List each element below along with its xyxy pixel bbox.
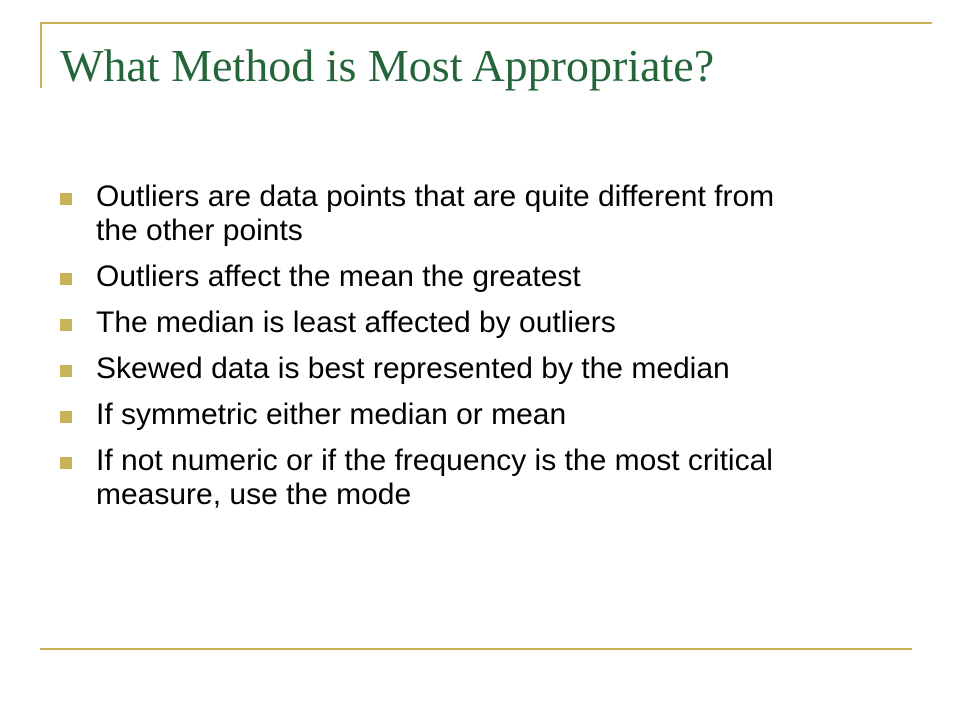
square-bullet-icon — [60, 273, 72, 285]
bullet-text: If symmetric either median or mean — [96, 398, 567, 431]
bullet-text: The median is least affected by outliers — [96, 306, 616, 339]
top-rule — [40, 22, 932, 24]
bullet-item — [60, 180, 820, 248]
square-bullet-icon — [60, 457, 72, 469]
square-bullet-icon — [60, 319, 72, 331]
bullet-item — [60, 444, 820, 512]
bullet-text: Outliers are data points that are quite different from the other points — [96, 180, 775, 247]
square-bullet-icon — [60, 193, 72, 205]
square-bullet-icon — [60, 411, 72, 423]
bullet-text: Outliers affect the mean the greatest — [96, 260, 581, 293]
bullet-item — [60, 352, 820, 386]
bottom-rule — [40, 648, 912, 650]
left-rule — [40, 22, 42, 88]
slide-title: What Method is Most Appropriate? — [60, 40, 715, 91]
bullet-text: If not numeric or if the frequency is the most critical measure, use the mode — [96, 444, 773, 511]
bullet-item — [60, 260, 820, 294]
bullet-item — [60, 398, 820, 432]
bullet-item — [60, 306, 820, 340]
bullet-list — [60, 180, 820, 524]
bullet-text: Skewed data is best represented by the median — [96, 352, 730, 385]
square-bullet-icon — [60, 365, 72, 377]
